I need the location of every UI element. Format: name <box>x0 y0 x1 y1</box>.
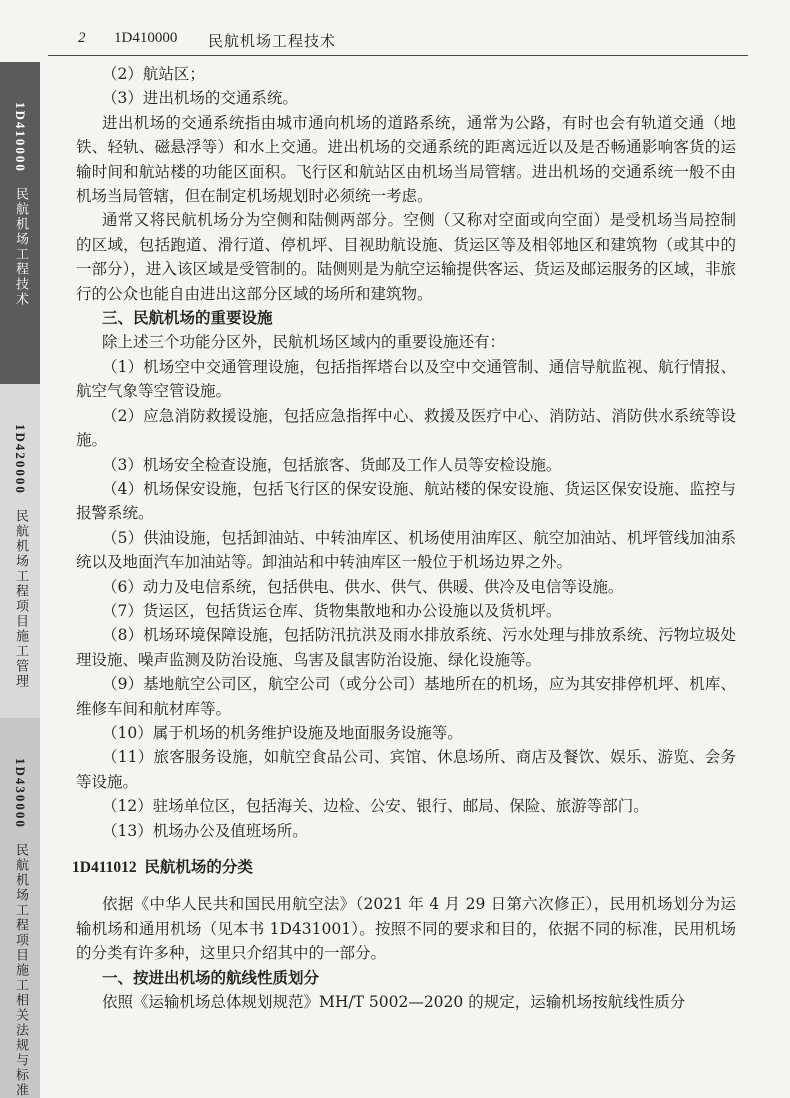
subsection-title: 民航机场的分类 <box>144 857 253 876</box>
page-header <box>0 0 790 60</box>
facility-item: （4）机场保安设施，包括飞行区的保安设施、航站楼的保安设施、货运区保安设施、监控与报警系统。 <box>76 479 736 523</box>
sidebar-tab-1d420000[interactable] <box>0 384 40 718</box>
facility-item: （6）动力及电信系统，包括供电、供水、供气、供暖、供冷及电信等设施。 <box>102 577 624 596</box>
facility-item: （8）机场环境保障设施，包括防汛抗洪及雨水排放系统、污水处理与排放系统、污物垃圾处理设施、噪声监测及防治设施、鸟害及鼠害防治设施、绿化设施等。 <box>76 626 736 669</box>
chapter-sidebar <box>0 62 40 1098</box>
section-heading: 三、民航机场的重要设施 <box>102 308 273 328</box>
facility-item: （13）机场办公及值班场所。 <box>102 821 308 840</box>
sidebar-tab-1d430000[interactable] <box>0 718 40 1098</box>
facility-item: （12）驻场单位区，包括海关、边检、公安、银行、邮局、保险、旅游等部门。 <box>102 797 649 816</box>
subsection-heading <box>72 855 736 880</box>
header-rule <box>48 55 748 56</box>
facility-item: （2）应急消防救援设施，包括应急指挥中心、救援及医疗中心、消防站、消防供水系统等设施。 <box>76 406 736 450</box>
facility-item: （7）货运区，包括货运仓库、货物集散地和办公设施以及货机坪。 <box>102 601 562 620</box>
section-heading: 一、按进出机场的航线性质划分 <box>102 967 320 987</box>
facility-item: （10）属于机场的机务维护设施及地面服务设施等。 <box>102 723 463 742</box>
list-item: （2）航站区； <box>102 65 205 83</box>
paragraph: 依照《运输机场总体规划规范》MH/T 5002—2020 的规定，运输机场按航线性质分 <box>102 993 686 1012</box>
facility-item: （3）机场安全检查设施，包括旅客、货邮及工作人员等安检设施。 <box>102 455 562 474</box>
list-item: （3）进出机场的交通系统。 <box>102 89 298 108</box>
facility-item: （5）供油设施，包括卸油站、中转油库区、机场使用油库区、航空加油站、机坪管线加油系统以及地面汽车加油站等。卸油站和中转油库区一般位于机场边界之外。 <box>76 528 736 572</box>
facility-item: （11）旅客服务设施，如航空食品公司、宾馆、休息场所、商店及餐饮、娱乐、游览、会务等设施。 <box>76 748 736 791</box>
tab-name: 民航机场工程技术 <box>13 186 28 307</box>
page-number: 2 <box>78 30 86 46</box>
header-title: 民航机场工程技术 <box>208 32 337 50</box>
paragraph: 通常又将民航机场分为空侧和陆侧两部分。空侧（又称对空面或向空面）是受机场当局控制的区域，包括跑道、滑行道、停机坪、目视助航设施、货运区等及相邻地区和建筑物（或其中的一部分），进入该区域是受管制的。陆侧则是为航空运输提供客运、货运及邮运服务的区域，非旅行的公众也能自由进出这部分区域的场所和建筑物。 <box>76 211 736 303</box>
paragraph: 除上述三个功能分区外，民航机场区域内的重要设施还有： <box>102 333 506 352</box>
subsection-code: 1D411012 <box>72 859 137 876</box>
tab-code: 1D410000 <box>13 102 28 173</box>
facility-item: （9）基地航空公司区，航空公司（或分公司）基地所在的机场，应为其安排停机坪、机库、维修车间和航材库等。 <box>76 675 736 718</box>
tab-name: 民航机场工程项目施工相关法规与标准 <box>13 842 28 1098</box>
page-body <box>72 62 736 1014</box>
facility-item: （1）机场空中交通管理设施，包括指挥塔台以及空中交通管制、通信导航监视、航行情报、航空气象等空管设施。 <box>76 357 736 401</box>
header-code: 1D410000 <box>114 30 178 46</box>
tab-name: 民航机场工程项目施工管理 <box>13 508 28 689</box>
sidebar-tab-1d410000[interactable] <box>0 62 40 384</box>
paragraph: 依据《中华人民共和国民用航空法》（2021 年 4 月 29 日第六次修正），民用机场划分为运输机场和通用机场（见本书 1D431001）。按照不同的要求和目的，依据不同的标准，民用机场的分类有许多种，这里只介绍其中的一部分。 <box>76 895 736 963</box>
paragraph: 进出机场的交通系统指由城市通向机场的道路系统，通常为公路，有时也会有轨道交通（地铁、轻轨、磁悬浮等）和水上交通。进出机场的交通系统的距离远近以及是否畅通影响客货的运输时间和航站楼的功能区面积。飞行区和航站区由机场当局管辖。进出机场的交通系统一般不由机场当局管辖，但在制定机场规划时必须统一考虑。 <box>76 113 736 206</box>
tab-code: 1D420000 <box>13 424 28 495</box>
tab-code: 1D430000 <box>13 758 28 829</box>
